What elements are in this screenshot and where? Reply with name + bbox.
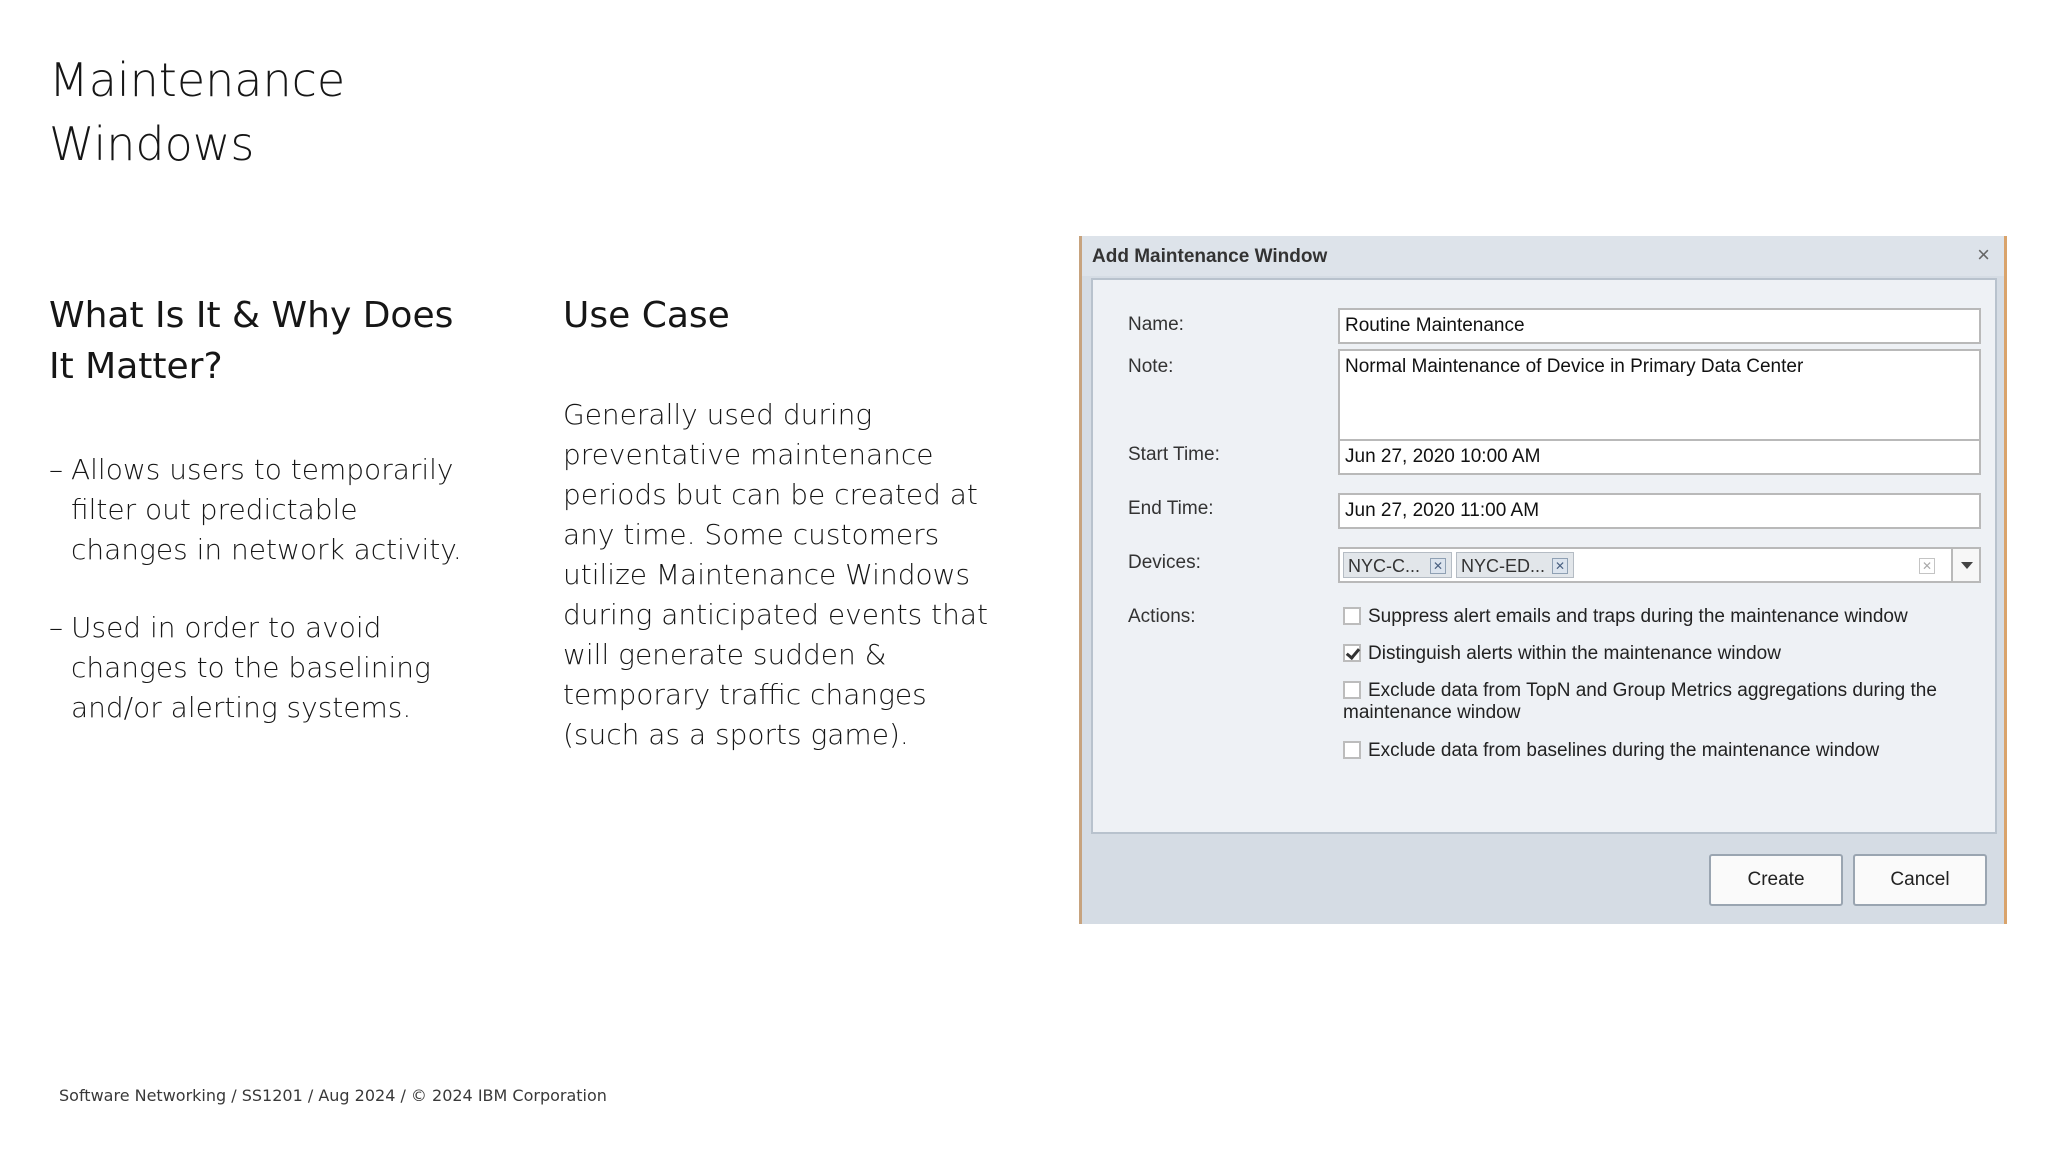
slide-title: Maintenance Windows [49,53,346,171]
end-time-field[interactable]: Jun 27, 2020 11:00 AM [1338,493,1981,529]
devices-dropdown-button[interactable] [1951,547,1981,583]
dialog-title: Add Maintenance Window [1092,246,1328,267]
cancel-button[interactable]: Cancel [1853,854,1987,906]
action-exclude-topn[interactable] [1343,680,1973,724]
add-maintenance-window-dialog [1079,236,2007,924]
action-suppress-alerts[interactable] [1343,606,1973,628]
action-label: Suppress alert emails and traps during the maintenance window [1368,606,1908,627]
remove-chip-icon[interactable]: ✕ [1430,558,1446,574]
devices-field[interactable] [1338,547,1981,583]
name-label: Name: [1128,314,1184,335]
action-exclude-baselines[interactable] [1343,740,1973,762]
action-label: Exclude data from baselines during the maintenance window [1368,740,1880,761]
checkbox[interactable] [1343,607,1361,625]
bullet-item [49,450,479,570]
dash-icon: – [49,453,63,486]
what-why-bullets [49,450,479,728]
chevron-down-icon [1961,562,1973,569]
bullet-item [49,608,479,728]
dash-icon: – [49,611,63,644]
checkbox[interactable] [1343,681,1361,699]
bullet-text: Used in order to avoid changes to the baselining and/or alerting systems. [71,611,431,724]
bullet-text: Allows users to temporarily filter out predictable changes in network activity. [71,453,462,566]
device-chip [1456,552,1574,578]
checkbox-checked[interactable] [1343,644,1361,662]
close-icon[interactable]: × [1977,242,1990,267]
what-why-heading: What Is It & Why Does It Matter? [49,295,454,387]
end-time-label: End Time: [1128,498,1214,519]
device-chip-label: NYC-C... [1348,556,1420,576]
remove-chip-icon[interactable]: ✕ [1552,558,1568,574]
checkbox[interactable] [1343,741,1361,759]
action-distinguish-alerts[interactable] [1343,643,1973,665]
slide-footer: Software Networking / SS1201 / Aug 2024 / © 2024 IBM Corporation [59,1086,607,1105]
clear-devices-icon[interactable]: ✕ [1919,558,1935,574]
action-label: Distinguish alerts within the maintenance window [1368,643,1781,664]
name-field[interactable]: Routine Maintenance [1338,308,1981,344]
dialog-form [1091,278,1997,834]
create-button[interactable]: Create [1709,854,1843,906]
actions-label: Actions: [1128,606,1196,627]
use-case-body: Generally used during preventative maintenance periods but can be created at any time. Some customers utilize Maintenance Windows during anticipated events that will generate sudden & temporary traffic changes (such as a sports game). [563,398,989,751]
use-case-column [563,290,1003,755]
start-time-field[interactable]: Jun 27, 2020 10:00 AM [1338,439,1981,475]
start-time-label: Start Time: [1128,444,1220,465]
use-case-heading: Use Case [563,295,730,336]
device-chip-label: NYC-ED... [1461,556,1546,576]
note-label: Note: [1128,356,1174,377]
note-field[interactable]: Normal Maintenance of Device in Primary Data Center [1338,349,1981,450]
action-label: Exclude data from TopN and Group Metrics aggregations during the maintenance window [1343,680,1937,723]
what-why-column [49,290,479,766]
devices-label: Devices: [1128,552,1201,573]
dialog-titlebar [1082,236,2004,276]
device-chip [1343,552,1452,578]
